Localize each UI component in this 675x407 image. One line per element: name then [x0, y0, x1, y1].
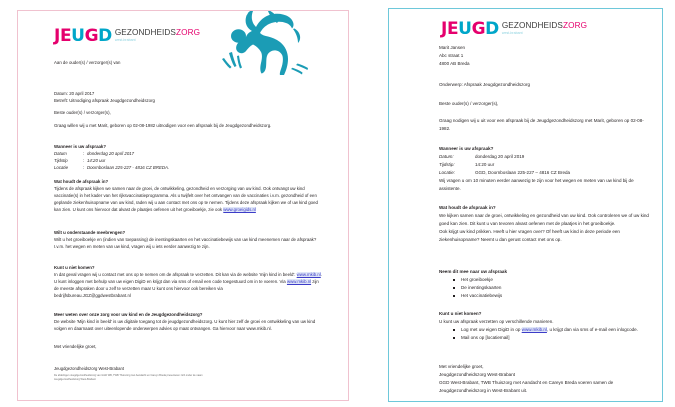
right-appointment-note: Wij vragen u om 10 minuten eerder aanwezig te zijn voor het wegen en meten van uw kind bij de assistente.	[439, 177, 634, 191]
right-value-locatie: GGD, Doornboslaan 225-227 – 4816 CZ Breda	[475, 169, 571, 175]
right-cc-item1-pre: Log met uw eigen DigiD in op	[461, 326, 522, 332]
right-label-tijdstip: Tijdstip:	[439, 161, 455, 167]
left-letter-document	[17, 10, 349, 401]
left-more-info-paragraph: De website 'Mijn kind in beeld' is uw digitale toegang tot de jeugdgezondheidszorg. U kunt hier zelf de groei en ontwikkeling van uw kind volgen en daarnaast over uiteenlopende onderwerpen advies op maat ontvangen. Ga hiervoor naar www.mkib.nl.	[54, 319, 316, 332]
right-cc-item1-post: , u krijgt dan via sms of e-mail een inlogcode.	[546, 326, 638, 332]
left-label-tijdstip: Tijdstip	[54, 158, 68, 164]
right-value-tijdstip: 14:20 uur	[475, 161, 495, 167]
right-closing-line-2: Jeugdgezondheidszorg West-Brabant	[439, 371, 515, 377]
logo-subtitle-right: west-brabant	[501, 30, 523, 35]
logo-wordmark: JEUGD	[54, 26, 112, 46]
logo-subtitle: west-brabant	[114, 37, 136, 42]
left-value-locatie: Doornboslaan 225-227 - 4816 CZ BREDA.	[87, 165, 170, 171]
right-content-section	[439, 204, 651, 244]
left-appointment-row-date	[54, 150, 322, 157]
right-closing-block	[439, 363, 651, 395]
right-appointment-section	[439, 145, 651, 193]
groeigids-link[interactable]: www.groeigids.nl	[223, 207, 256, 213]
jgz-logo-left	[54, 28, 200, 45]
left-content-section	[54, 178, 322, 213]
right-cannot-come-heading: Kunt u niet komen?	[439, 311, 482, 316]
right-address-block	[439, 44, 651, 68]
left-cc-part2: . U kunt inloggen met behulp van uw eigen DigiD en krijgt dan via sms of email een code toegestuurd om in te voeren. Via	[54, 272, 322, 285]
mkib-link-right[interactable]: www.mkib.nl	[521, 326, 547, 332]
left-meta-block	[54, 90, 322, 104]
list-item: Het groeiboekje	[461, 276, 651, 284]
logo-zorg-part: ZORG	[176, 28, 201, 37]
right-cannot-come-list	[439, 326, 651, 342]
left-footer-fine-2: Jeugdgezondheidszorg West-Brabant	[54, 378, 96, 382]
left-cc-part1: In dat geval vragen wij u contact met ons op te nemen om de afspraak te verzetten. Dit kan via de website 'mijn kind in beeld':	[54, 272, 297, 278]
left-value-tijdstip: 14:20 uur	[87, 158, 106, 164]
right-value-datum: donderdag 20 april 2019	[475, 153, 525, 159]
right-cannot-come-section	[439, 310, 651, 342]
logo-wordmark-right: JEUGD	[441, 19, 499, 39]
right-closing-line-3: GGD West-Brabant, TWB Thuiszorg met Aandacht en Careyn Breda voeren samen de	[439, 379, 614, 385]
left-appointment-heading: Wanneer is uw afspraak?	[54, 144, 106, 149]
mkib-link-2[interactable]: www.mkib.nl	[286, 279, 312, 285]
right-content-paragraph-1: We kijken samen naar de groei, ontwikkeling en gezondheid van uw kind. Ook controleren we of uw kind goed kan zien. Dit kunt u van tevoren alvast oefenen met de plaatjes in het groeiboekje.	[439, 212, 649, 226]
logo-gezondheids-part-right: GEZONDHEIDS	[501, 21, 563, 30]
left-cannot-come-section	[54, 264, 322, 299]
right-appointment-heading: Wanneer is uw afspraak?	[439, 146, 494, 151]
left-appointment-row-time	[54, 157, 322, 164]
left-cc-email: bedrijfsbureau.JGZ@ggdwestbrabant.nl	[54, 293, 131, 299]
left-footer-fine-1: De afdelingen Jeugdgezondheidszorg van GGD WB, TWB Thuiszorg met Aandacht en Careyn Breda presenteren zich onder de naam	[54, 374, 203, 378]
right-subject-line: Onderwerp: Afspraak Jeugdgezondheidszorg	[439, 82, 530, 87]
left-sep-0: :	[83, 151, 85, 157]
right-bring-list	[439, 276, 651, 300]
right-intro-paragraph: Graag nodigen wij u uit voor een afspraak bij de Jeugdgezondheidszorg met Marit, geboren op 02-08-1982.	[439, 118, 644, 131]
right-cannot-come-lead: U kunt uw afspraak verzetten op verschillende manieren.	[439, 318, 554, 324]
left-intro-paragraph: Graag willen wij u met Marit, geboren op 02-08-1982 uitnodigen voor een afspraak bij de Jeugdgezondheidszorg.	[54, 123, 272, 128]
right-appointment-row-time	[439, 161, 651, 169]
left-value-datum: donderdag 20 april 2017	[87, 151, 135, 157]
left-content-text: Tijdens de afspraak kijken we samen naar de groei, de ontwikkeling, gezondheid en verzorging van uw kind. Ook ontvangt uw kind vaccinatie(s) in het kader van het rijksvaccinatieprogramma. Als u twijfelt over het ontvangen van de vaccinaties i.v.m. gezondheid of een geplande ziekenhuisopname van uw kind, raden wij u aan contact met ons op te nemen. Tijdens deze afspraak kijken we of uw kind goed kan zien. U kunt ons hiervoor dat alvast de plaatjes oefenen uit het groeiboekje, zie ook	[54, 186, 318, 213]
left-appointment-row-location	[54, 164, 322, 171]
left-sep-1: :	[83, 158, 85, 164]
logo-gezondheidszorg	[115, 29, 200, 37]
list-item: De inentingskaarten	[461, 284, 651, 292]
right-address-city: 4800 AB Breda	[439, 60, 470, 66]
left-more-info-section	[54, 311, 322, 332]
left-footer	[54, 366, 294, 382]
right-content-paragraph-2: Ook krijgt uw kind prikken. Heeft u hier vragen over? Of heeft uw kind in deze periode een ziekenhuisopname? Neemt u dan gerust contact met ons op.	[439, 228, 620, 242]
right-label-locatie: Locatie:	[439, 169, 455, 175]
right-bring-section	[439, 268, 651, 300]
left-subject-line: Betreft: Uitnodiging afspraak Jeugdgezondheidszorg	[54, 98, 155, 104]
right-appointment-row-date	[439, 153, 651, 161]
list-item: Het vaccinatiebewijs	[461, 292, 651, 300]
logo-tagline-group-right	[502, 21, 587, 35]
left-bring-paragraph: Wilt u het groeiboekje en (indien van toepassing) de inentingskaarten en het vaccinatiebewijs van uw kind meenemen naar de afspraak? I.v.m. het wegen en meten van uw kind, vragen wij u iets eerder aanwezig te zijn.	[54, 237, 317, 250]
left-label-datum: Datum	[54, 151, 67, 157]
left-label-locatie: Locatie	[54, 165, 69, 171]
right-bring-heading: Neem dit mee naar uw afspraak	[439, 269, 507, 274]
left-closing: Met vriendelijke groet,	[54, 344, 97, 349]
left-bring-section	[54, 229, 322, 250]
logo-zorg-part-right: ZORG	[563, 21, 588, 30]
right-salutation: Beste ouder(s) / verzorger(s),	[439, 101, 499, 106]
left-content-heading: Wat houdt de afspraak in?	[54, 179, 109, 184]
logo-gezondheidszorg-right	[502, 22, 587, 30]
right-appointment-row-location	[439, 169, 651, 177]
left-bring-heading: Wilt u onderstaande meebrengen?	[54, 230, 126, 235]
left-footer-org: Jeugdgezondheidszorg West-Brabant	[54, 366, 124, 371]
right-closing-line-4: Jeugdgezondheidszorg in West-Brabant uit.	[439, 387, 528, 393]
list-item: Mail ons op [locatiemail]	[461, 334, 651, 342]
left-sep-2: :	[83, 165, 85, 171]
right-letter-document	[388, 8, 663, 402]
list-item	[461, 326, 651, 334]
left-salutation: Beste ouder(s) / verzorger(s),	[54, 110, 111, 115]
right-content-heading: Wat houdt de afspraak in?	[439, 205, 496, 210]
logo-tagline-group	[115, 28, 200, 42]
right-label-datum: Datum:	[439, 153, 454, 159]
left-appointment-section	[54, 143, 322, 171]
left-addressee: Aan de ouder(s) / verzorger(s) van	[54, 60, 121, 65]
left-content-paragraph	[54, 185, 322, 213]
logo-gezondheids-part: GEZONDHEIDS	[114, 28, 176, 37]
left-more-info-heading: Meer weten over onze zorg voor uw kind en de Jeugdgezondheidszorg?	[54, 312, 203, 317]
left-cc-part3: zijn de meeste afspraken door u zelf te verzetten maar U kunt ons hiervoor ook bereiken via	[54, 279, 319, 292]
mkib-link-1[interactable]: www.mkib.nl	[296, 272, 321, 278]
left-cannot-come-paragraph	[54, 271, 322, 292]
right-address-name: Marit Jansen	[439, 45, 466, 50]
right-closing-line-1: Met vriendelijke groet,	[439, 364, 484, 369]
jgz-logo-right	[441, 21, 587, 38]
right-address-street: Abc straat 1	[439, 52, 464, 58]
left-cannot-come-heading: Kunt u niet komen?	[54, 265, 95, 270]
left-date-line: Datum: 20 april 2017	[54, 91, 95, 96]
